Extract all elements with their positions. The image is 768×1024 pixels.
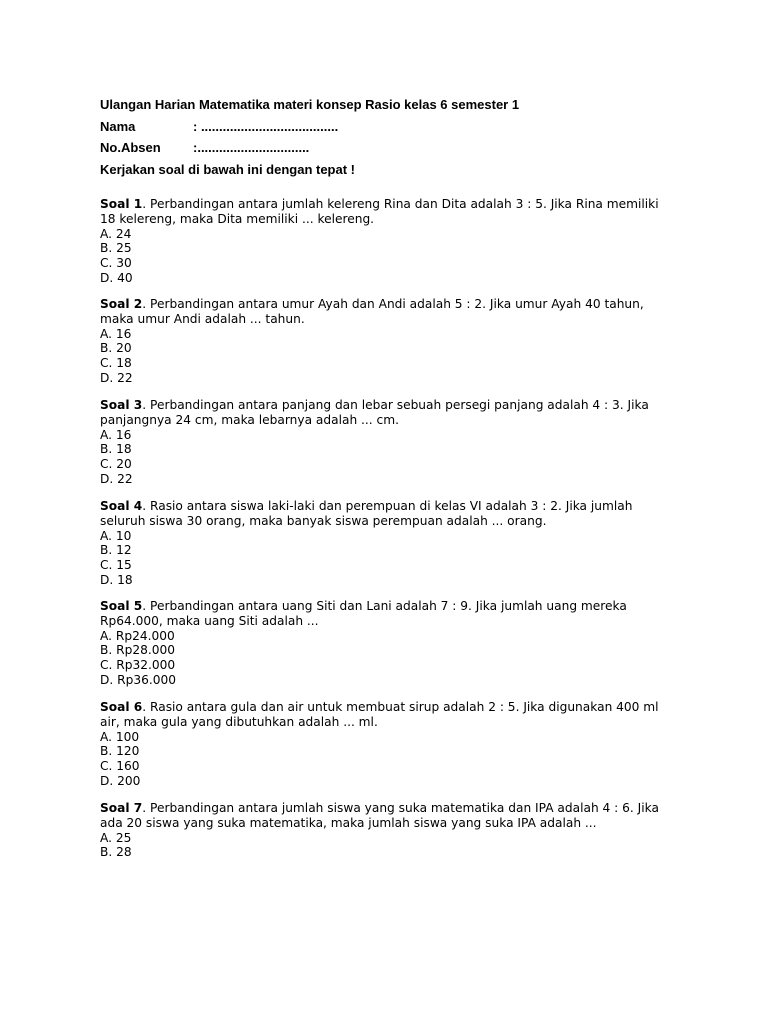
question-text (100, 499, 670, 529)
absen-field-row (100, 140, 309, 156)
question-label: Soal 5 (100, 599, 143, 613)
option-c: C. 160 (100, 759, 140, 774)
question-label: Soal 4 (100, 499, 143, 513)
question-5 (100, 599, 670, 688)
question-text (100, 801, 670, 831)
question-4 (100, 499, 670, 588)
question-body: . Perbandingan antara jumlah kelereng Rina dan Dita adalah 3 : 5. Jika Rina memiliki 18 kelereng, maka Dita memiliki ... kelereng. (100, 197, 659, 226)
option-d: D. 40 (100, 270, 133, 285)
name-field-row (100, 119, 338, 135)
name-label: Nama (100, 119, 136, 134)
option-b: B. 18 (100, 442, 132, 457)
option-b: B. 120 (100, 744, 140, 759)
option-b: B. 20 (100, 341, 132, 356)
option-b: B. 12 (100, 543, 132, 558)
question-text (100, 700, 670, 730)
option-d: D. 22 (100, 370, 133, 385)
option-a: A. 24 (100, 226, 132, 241)
question-2 (100, 297, 670, 386)
question-label: Soal 6 (100, 700, 143, 714)
question-text (100, 398, 670, 428)
question-text (100, 197, 670, 227)
option-c: C. 18 (100, 356, 132, 371)
option-d: D. Rp36.000 (100, 672, 176, 687)
option-a: A. 16 (100, 326, 132, 341)
question-label: Soal 3 (100, 398, 143, 412)
question-label: Soal 1 (100, 197, 143, 211)
instruction: Kerjakan soal di bawah ini dengan tepat ! (100, 162, 355, 177)
question-body: . Perbandingan antara uang Siti dan Lani adalah 7 : 9. Jika jumlah uang mereka Rp64.000, maka uang Siti adalah ... (100, 599, 627, 628)
option-a: A. 10 (100, 528, 132, 543)
option-a: A. 25 (100, 830, 132, 845)
option-a: A. Rp24.000 (100, 628, 175, 643)
name-blank: : ...................................... (193, 119, 339, 134)
question-body: . Perbandingan antara panjang dan lebar sebuah persegi panjang adalah 4 : 3. Jika panjangnya 24 cm, maka lebarnya adalah ... cm. (100, 398, 649, 427)
question-label: Soal 2 (100, 297, 143, 311)
document-title: Ulangan Harian Matematika materi konsep Rasio kelas 6 semester 1 (100, 97, 520, 112)
question-body: . Perbandingan antara umur Ayah dan Andi adalah 5 : 2. Jika umur Ayah 40 tahun, maka umur Andi adalah ... tahun. (100, 297, 644, 326)
option-d: D. 200 (100, 773, 141, 788)
question-1 (100, 197, 670, 286)
absen-blank: :............................... (193, 140, 310, 155)
option-b: B. Rp28.000 (100, 643, 175, 658)
question-text (100, 297, 670, 327)
question-body: . Perbandingan antara jumlah siswa yang suka matematika dan IPA adalah 4 : 6. Jika ada 20 siswa yang suka matematika, maka jumlah siswa yang suka IPA adalah ... (100, 801, 659, 830)
option-c: C. 30 (100, 256, 132, 271)
option-c: C. 20 (100, 457, 132, 472)
option-a: A. 16 (100, 427, 132, 442)
question-6 (100, 700, 670, 789)
option-a: A. 100 (100, 729, 140, 744)
question-label: Soal 7 (100, 801, 143, 815)
option-b: B. 25 (100, 241, 132, 256)
option-d: D. 18 (100, 572, 133, 587)
question-7 (100, 801, 670, 860)
option-c: C. 15 (100, 558, 132, 573)
question-body: . Rasio antara siswa laki-laki dan perempuan di kelas VI adalah 3 : 2. Jika jumlah seluruh siswa 30 orang, maka banyak siswa perempuan adalah ... orang. (100, 499, 633, 528)
option-b: B. 28 (100, 845, 132, 860)
option-d: D. 22 (100, 471, 133, 486)
question-text (100, 599, 670, 629)
question-body: . Rasio antara gula dan air untuk membuat sirup adalah 2 : 5. Jika digunakan 400 ml air, maka gula yang dibutuhkan adalah ... ml. (100, 700, 659, 729)
question-3 (100, 398, 670, 487)
absen-label: No.Absen (100, 140, 161, 155)
option-c: C. Rp32.000 (100, 658, 176, 673)
